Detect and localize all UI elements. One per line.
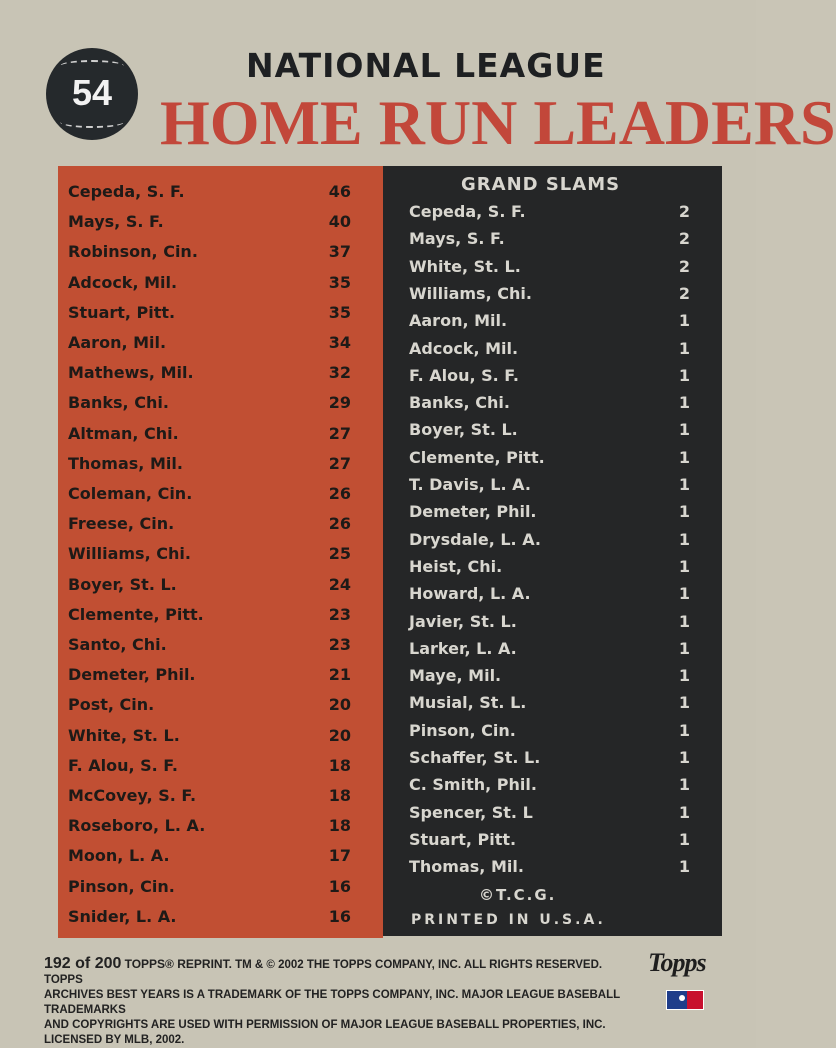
leader-home-runs: 18 bbox=[328, 816, 351, 836]
grand-slam-player: Demeter, Phil. bbox=[409, 502, 537, 522]
grand-slam-count: 1 bbox=[678, 611, 690, 631]
grand-slam-player: T. Davis, L. A. bbox=[409, 475, 531, 494]
leader-row bbox=[58, 242, 383, 272]
grand-slam-count: 1 bbox=[678, 420, 690, 440]
grand-slam-count: 1 bbox=[678, 529, 690, 549]
grand-slam-player: White, St. L. bbox=[409, 256, 521, 276]
grand-slam-player: Pinson, Cin. bbox=[409, 720, 516, 740]
grand-slam-row bbox=[383, 339, 722, 369]
leader-row bbox=[58, 665, 383, 695]
grand-slam-count: 1 bbox=[678, 693, 690, 713]
grand-slam-count: 1 bbox=[678, 857, 690, 877]
grand-slam-row bbox=[383, 448, 722, 478]
leader-name: Mathews, Mil. bbox=[68, 363, 194, 383]
leader-home-runs: 37 bbox=[328, 242, 351, 262]
grand-slam-row bbox=[383, 666, 722, 696]
tcg-mark: ©T.C.G. bbox=[479, 886, 557, 904]
leader-name: McCovey, S. F. bbox=[68, 786, 197, 805]
card-number-badge bbox=[46, 48, 138, 140]
grand-slam-player: Javier, St. L. bbox=[409, 611, 517, 631]
grand-slam-player: Cepeda, S. F. bbox=[409, 202, 526, 221]
leader-home-runs: 34 bbox=[328, 333, 351, 352]
leader-row bbox=[58, 846, 383, 876]
leader-home-runs: 26 bbox=[328, 514, 351, 534]
grand-slam-row bbox=[383, 229, 722, 259]
leader-name: Post, Cin. bbox=[68, 695, 155, 715]
leader-row bbox=[58, 333, 383, 363]
baseball-stitch-bottom bbox=[60, 116, 124, 128]
leader-name: Moon, L. A. bbox=[68, 846, 170, 866]
grand-slam-count: 1 bbox=[678, 393, 690, 413]
grand-slam-row bbox=[383, 530, 722, 560]
grand-slam-row bbox=[383, 830, 722, 860]
leader-home-runs: 23 bbox=[328, 604, 351, 624]
leader-row bbox=[58, 212, 383, 242]
leader-row bbox=[58, 907, 383, 937]
leader-row bbox=[58, 454, 383, 484]
grand-slam-count: 2 bbox=[678, 283, 690, 303]
leader-row bbox=[58, 877, 383, 907]
grand-slam-player: Williams, Chi. bbox=[409, 283, 532, 303]
leader-row bbox=[58, 363, 383, 393]
grand-slam-row bbox=[383, 721, 722, 751]
leader-home-runs: 18 bbox=[328, 786, 351, 805]
leader-name: Banks, Chi. bbox=[68, 393, 169, 413]
grand-slam-count: 1 bbox=[678, 475, 690, 494]
grand-slam-count: 1 bbox=[678, 748, 690, 767]
grand-slam-player: Mays, S. F. bbox=[409, 229, 505, 249]
grand-slam-row bbox=[383, 475, 722, 505]
grand-slam-count: 2 bbox=[678, 229, 690, 249]
leader-home-runs: 25 bbox=[328, 544, 351, 564]
grand-slam-count: 2 bbox=[678, 202, 690, 221]
topps-logo: Topps bbox=[648, 948, 706, 977]
leader-row bbox=[58, 393, 383, 423]
grand-slam-player: Heist, Chi. bbox=[409, 556, 503, 576]
leader-row bbox=[58, 273, 383, 303]
leader-row bbox=[58, 635, 383, 665]
grand-slam-player: Larker, L. A. bbox=[409, 638, 517, 658]
legal-line-3: AND COPYRIGHTS ARE USED WITH PERMISSION OF MAJOR LEAGUE BASEBALL PROPERTIES, INC. LICENSED BY MLB, 2002. bbox=[44, 1019, 606, 1046]
grand-slams-heading: GRAND SLAMS bbox=[461, 174, 621, 195]
grand-slam-count: 2 bbox=[678, 256, 690, 276]
leader-row bbox=[58, 303, 383, 333]
grand-slam-count: 1 bbox=[678, 638, 690, 658]
grand-slam-row bbox=[383, 257, 722, 287]
leader-row bbox=[58, 575, 383, 605]
leader-row bbox=[58, 605, 383, 635]
leader-home-runs: 20 bbox=[328, 695, 351, 715]
grand-slam-player: Schaffer, St. L. bbox=[409, 748, 541, 767]
grand-slam-row bbox=[383, 775, 722, 805]
leader-row bbox=[58, 816, 383, 846]
leader-name: Demeter, Phil. bbox=[68, 665, 196, 685]
leader-home-runs: 21 bbox=[328, 665, 351, 685]
card-serial: 192 of 200 bbox=[44, 955, 122, 972]
legal-footer bbox=[44, 956, 644, 1048]
leader-row bbox=[58, 484, 383, 514]
leader-home-runs: 29 bbox=[328, 393, 351, 413]
grand-slam-player: C. Smith, Phil. bbox=[409, 775, 537, 795]
grand-slam-row bbox=[383, 748, 722, 778]
grand-slam-row bbox=[383, 857, 722, 887]
grand-slam-count: 1 bbox=[678, 775, 690, 795]
mlb-logo-icon bbox=[666, 990, 704, 1010]
leader-name: Mays, S. F. bbox=[68, 212, 164, 232]
leader-home-runs: 16 bbox=[328, 906, 351, 926]
grand-slam-count: 1 bbox=[678, 365, 690, 385]
leader-home-runs: 27 bbox=[328, 453, 351, 473]
grand-slam-row bbox=[383, 502, 722, 532]
grand-slam-row bbox=[383, 557, 722, 587]
leader-name: White, St. L. bbox=[68, 725, 180, 745]
baseball-stitch-top bbox=[60, 60, 124, 72]
leader-home-runs: 32 bbox=[328, 363, 351, 383]
printed-in-usa: PRINTED IN U.S.A. bbox=[411, 912, 606, 928]
leader-name: Santo, Chi. bbox=[68, 635, 167, 654]
leader-home-runs: 35 bbox=[328, 272, 351, 292]
grand-slam-player: Clemente, Pitt. bbox=[409, 447, 545, 467]
leader-name: Coleman, Cin. bbox=[68, 484, 193, 503]
grand-slam-player: Maye, Mil. bbox=[409, 666, 502, 686]
leader-row bbox=[58, 182, 383, 212]
legal-line-1: TM & © 2002 THE TOPPS COMPANY, INC. ALL RIGHTS RESERVED. TOPPS bbox=[44, 959, 603, 986]
home-run-leaders-table bbox=[58, 166, 383, 938]
leader-name: Cepeda, S. F. bbox=[68, 182, 185, 201]
leader-name: Boyer, St. L. bbox=[68, 574, 177, 594]
grand-slam-player: Musial, St. L. bbox=[409, 693, 527, 713]
leader-home-runs: 18 bbox=[328, 755, 351, 775]
leader-name: Adcock, Mil. bbox=[68, 272, 178, 292]
leader-name: Snider, L. A. bbox=[68, 906, 177, 926]
grand-slam-count: 1 bbox=[678, 584, 690, 604]
leader-row bbox=[58, 726, 383, 756]
grand-slam-row bbox=[383, 612, 722, 642]
grand-slam-player: Howard, L. A. bbox=[409, 584, 531, 604]
leader-row bbox=[58, 514, 383, 544]
grand-slam-row bbox=[383, 584, 722, 614]
leader-name: Aaron, Mil. bbox=[68, 333, 167, 352]
grand-slam-row bbox=[383, 393, 722, 423]
leader-row bbox=[58, 424, 383, 454]
grand-slam-row bbox=[383, 420, 722, 450]
title-league: NATIONAL LEAGUE bbox=[246, 46, 606, 85]
grand-slam-count: 1 bbox=[678, 556, 690, 576]
leader-name: Robinson, Cin. bbox=[68, 242, 198, 262]
grand-slam-player: Adcock, Mil. bbox=[409, 338, 519, 358]
leader-home-runs: 27 bbox=[328, 423, 351, 443]
leader-name: Stuart, Pitt. bbox=[68, 302, 176, 322]
grand-slam-count: 1 bbox=[678, 720, 690, 740]
grand-slam-row bbox=[383, 639, 722, 669]
grand-slam-count: 1 bbox=[678, 311, 690, 331]
grand-slam-count: 1 bbox=[678, 829, 690, 849]
leader-row bbox=[58, 786, 383, 816]
leader-name: Altman, Chi. bbox=[68, 423, 179, 443]
grand-slam-player: Spencer, St. L bbox=[409, 802, 533, 822]
grand-slam-player: Thomas, Mil. bbox=[409, 857, 524, 877]
grand-slam-row bbox=[383, 366, 722, 396]
grand-slam-row bbox=[383, 284, 722, 314]
grand-slam-player: Boyer, St. L. bbox=[409, 420, 518, 440]
grand-slam-row bbox=[383, 311, 722, 341]
legal-line-2: ARCHIVES BEST YEARS IS A TRADEMARK OF THE TOPPS COMPANY, INC. MAJOR LEAGUE BASEBALL TRADEMARKS bbox=[44, 989, 620, 1016]
leader-name: Williams, Chi. bbox=[68, 544, 191, 564]
leader-home-runs: 35 bbox=[328, 302, 351, 322]
grand-slam-count: 1 bbox=[678, 502, 690, 522]
leader-home-runs: 40 bbox=[328, 212, 351, 232]
grand-slam-count: 1 bbox=[678, 447, 690, 467]
grand-slam-player: Drysdale, L. A. bbox=[409, 529, 541, 549]
grand-slam-row bbox=[383, 803, 722, 833]
grand-slam-row bbox=[383, 202, 722, 232]
leader-name: F. Alou, S. F. bbox=[68, 755, 178, 775]
leader-name: Pinson, Cin. bbox=[68, 876, 175, 896]
leader-home-runs: 20 bbox=[328, 725, 351, 745]
leader-home-runs: 46 bbox=[328, 182, 351, 201]
leader-home-runs: 24 bbox=[328, 574, 351, 594]
grand-slam-row bbox=[383, 693, 722, 723]
leader-home-runs: 26 bbox=[328, 484, 351, 503]
grand-slam-count: 1 bbox=[678, 802, 690, 822]
leader-home-runs: 17 bbox=[328, 846, 351, 866]
grand-slam-player: F. Alou, S. F. bbox=[409, 365, 519, 385]
card-number: 54 bbox=[71, 72, 113, 113]
leader-row bbox=[58, 756, 383, 786]
leader-name: Roseboro, L. A. bbox=[68, 816, 206, 836]
grand-slam-player: Stuart, Pitt. bbox=[409, 829, 517, 849]
leader-name: Freese, Cin. bbox=[68, 514, 175, 534]
grand-slam-count: 1 bbox=[678, 666, 690, 686]
title-leaders: HOME RUN LEADERS bbox=[160, 87, 836, 158]
grand-slams-table bbox=[383, 166, 722, 936]
brand-text: TOPPS® REPRINT. bbox=[124, 957, 232, 971]
leader-home-runs: 23 bbox=[328, 635, 351, 654]
leader-row bbox=[58, 544, 383, 574]
grand-slam-player: Aaron, Mil. bbox=[409, 311, 508, 331]
leader-name: Thomas, Mil. bbox=[68, 453, 183, 473]
leader-name: Clemente, Pitt. bbox=[68, 604, 204, 624]
grand-slam-player: Banks, Chi. bbox=[409, 393, 510, 413]
leader-row bbox=[58, 695, 383, 725]
grand-slam-count: 1 bbox=[678, 338, 690, 358]
leader-home-runs: 16 bbox=[328, 876, 351, 896]
